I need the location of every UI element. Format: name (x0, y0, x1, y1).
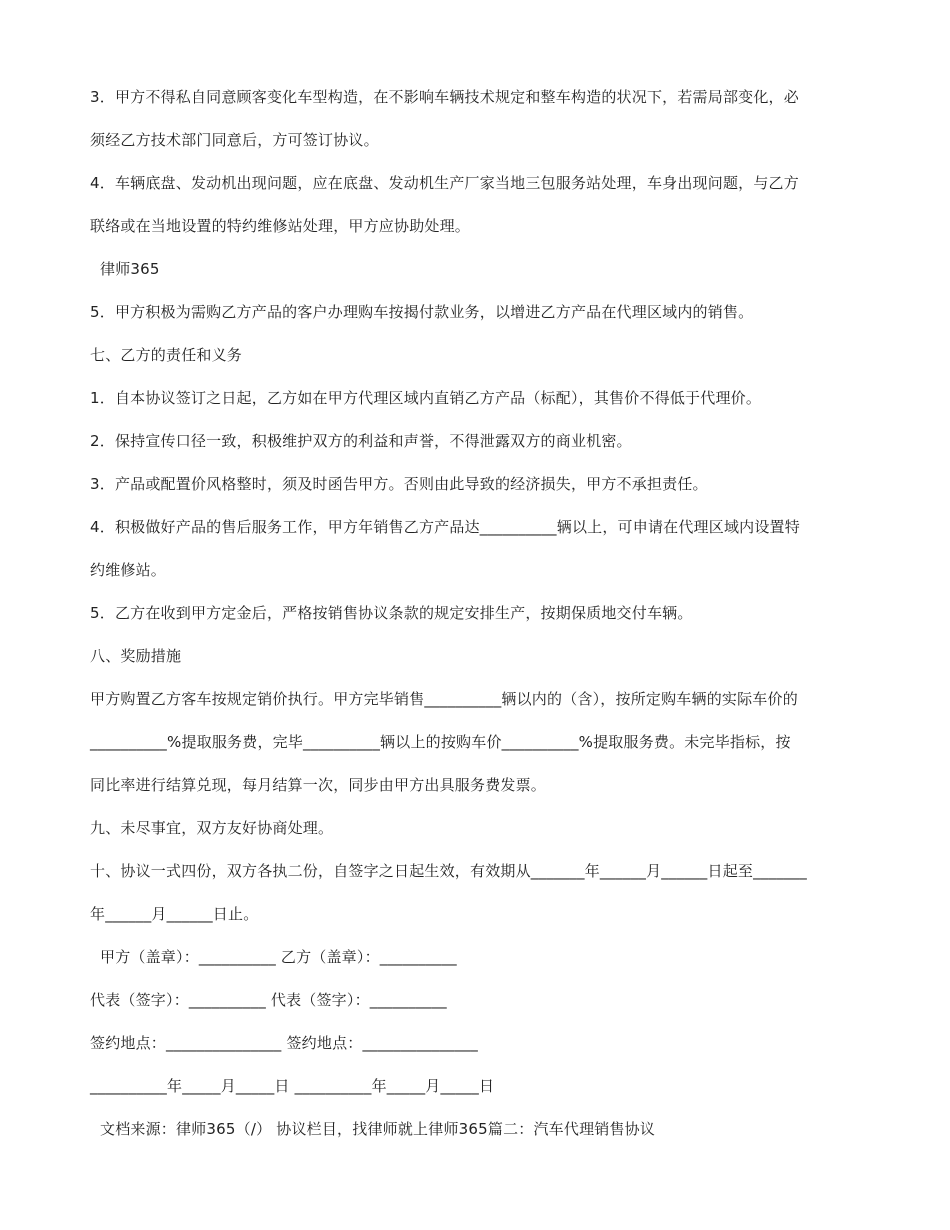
clause-7-1: 1．自本协议签订之日起，乙方如在甲方代理区域内直销乙方产品（标配），其售价不得低于代理价。 (90, 389, 762, 407)
document-source-line: 文档来源：律师365（/） 协议栏目，找律师就上律师365篇二：汽车代理销售协议 (100, 1120, 656, 1138)
clause-7-4-line-2: 约维修站。 (90, 561, 167, 579)
section-8-line-1: 甲方购置乙方客车按规定销价执行。甲方完毕销售__________辆以内的（含），按所定购车辆的实际车价的 (90, 690, 798, 708)
watermark-text: 律师365 (100, 260, 160, 278)
section-8-line-3: 同比率进行结算兑现，每月结算一次，同步由甲方出具服务费发票。 (90, 776, 547, 794)
clause-6-4-line-2: 联络或在当地设置的特约维修站处理，甲方应协助处理。 (90, 217, 471, 235)
section-10-line-1: 十、协议一式四份，双方各执二份，自签字之日起生效，有效期从_______年______月______日起至_______ (90, 862, 808, 880)
signing-date-line: __________年_____月_____日 __________年_____月_____日 (90, 1077, 495, 1095)
clause-6-4-line-1: 4．车辆底盘、发动机出现问题，应在底盘、发动机生产厂家当地三包服务站处理，车身出现问题，与乙方 (90, 174, 799, 192)
representative-signature-line: 代表（签字）：__________ 代表（签字）：__________ (90, 991, 447, 1009)
section-7-heading: 七、乙方的责任和义务 (90, 346, 243, 364)
clause-7-5: 5．乙方在收到甲方定金后，严格按销售协议条款的规定安排生产，按期保质地交付车辆。 (90, 604, 693, 622)
clause-7-2: 2．保持宣传口径一致，积极维护双方的利益和声誉，不得泄露双方的商业机密。 (90, 432, 632, 450)
clause-6-3-line-1: 3．甲方不得私自同意顾客变化车型构造，在不影响车辆技术规定和整车构造的状况下，若需局部变化，必 (90, 88, 799, 106)
party-seal-line: 甲方（盖章）：__________ 乙方（盖章）：__________ (100, 948, 457, 966)
clause-7-3: 3．产品或配置价风格整时，须及时函告甲方。否则由此导致的经济损失，甲方不承担责任。 (90, 475, 708, 493)
section-9: 九、未尽事宜，双方友好协商处理。 (90, 819, 334, 837)
signing-location-line: 签约地点：_______________ 签约地点：_______________ (90, 1034, 478, 1052)
section-8-heading: 八、奖励措施 (90, 647, 182, 665)
clause-6-5: 5．甲方积极为需购乙方产品的客户办理购车按揭付款业务，以增进乙方产品在代理区域内的销售。 (90, 303, 754, 321)
clause-7-4-line-1: 4．积极做好产品的售后服务工作，甲方年销售乙方产品达__________辆以上，可申请在代理区域内设置特 (90, 518, 800, 536)
section-8-line-2: __________%提取服务费，完毕__________辆以上的按购车价__________%提取服务费。未完毕指标，按 (90, 733, 791, 751)
clause-6-3-line-2: 须经乙方技术部门同意后，方可签订协议。 (90, 131, 379, 149)
section-10-line-2: 年______月______日止。 (90, 905, 259, 923)
